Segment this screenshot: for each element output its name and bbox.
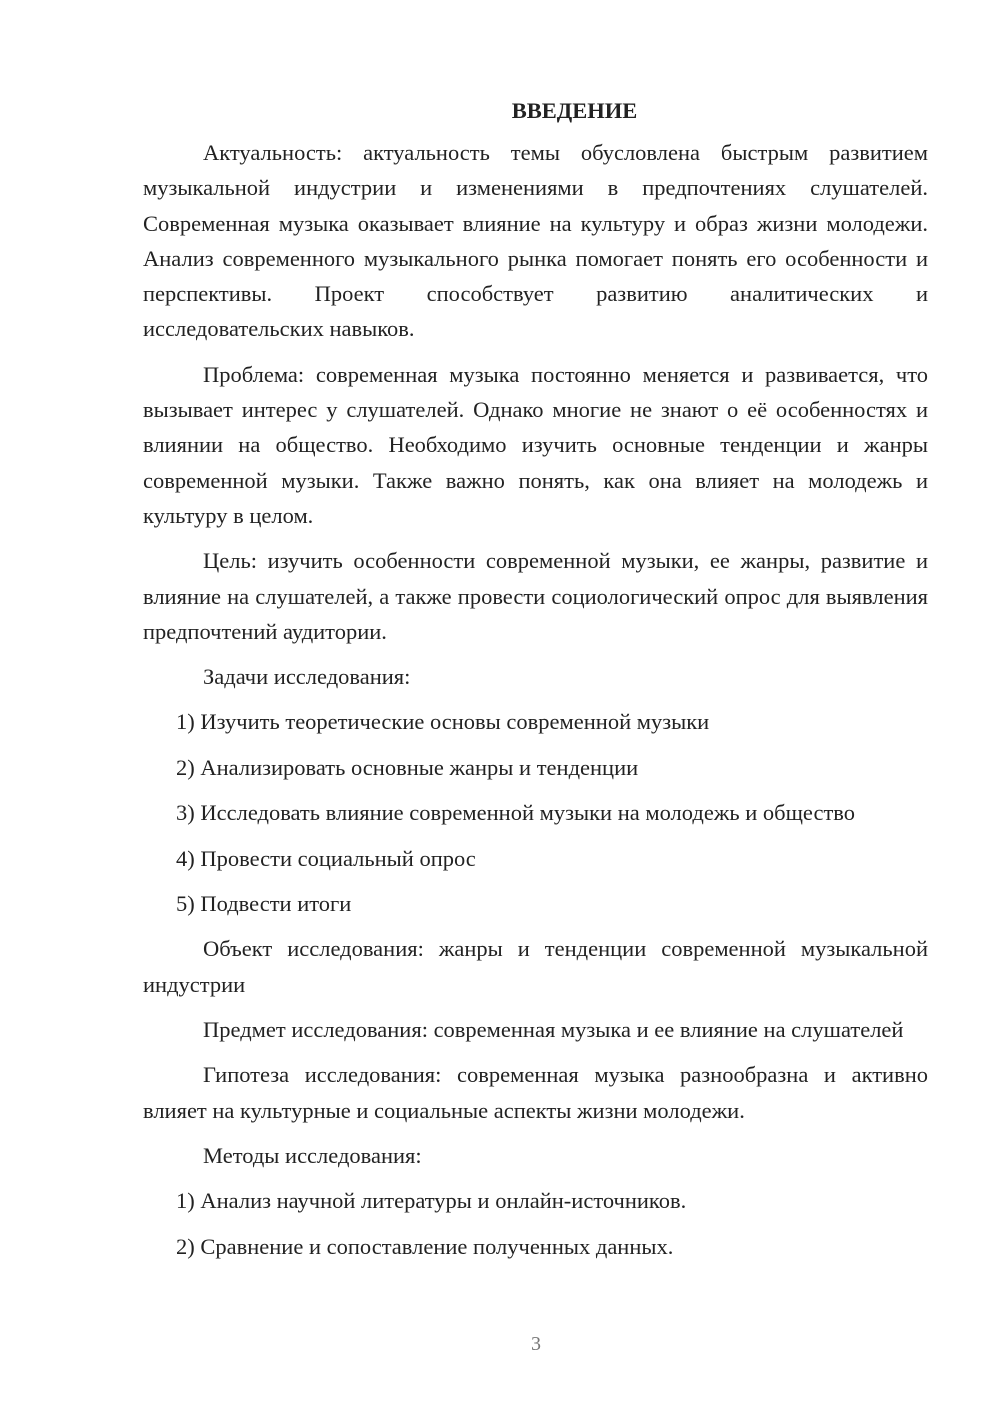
list-item: 4) Провести социальный опрос: [176, 845, 476, 871]
list-item: 3) Исследовать влияние современной музыки на молодежь и общество: [176, 800, 856, 826]
problem-paragraph: Проблема: современная музыка постоянно меняется и развивается, что вызывает интерес у слушателей. Однако многие не знают о её особенностях и влиянии на общество. Необходимо изучить основные тенденции и жанры современной музыки. Также важно понять, как она влияет на молодежь и культуру в целом.: [143, 361, 928, 528]
tasks-heading: Задачи исследования:: [203, 664, 411, 690]
goal-paragraph: Цель: изучить особенности современной музыки, ее жанры, развитие и влияние на слушателей, а также провести социологический опрос для выявления предпочтений аудитории.: [143, 548, 928, 644]
methods-heading: Методы исследования:: [203, 1142, 422, 1168]
list-item: 1) Анализ научной литературы и онлайн-источников.: [176, 1188, 687, 1214]
methods-list: [143, 1183, 928, 1274]
page-number: 3: [531, 1333, 541, 1355]
list-item: 1) Изучить теоретические основы современной музыки: [176, 709, 710, 735]
subject-paragraph: Предмет исследования: современная музыка и ее влияние на слушателей: [203, 1017, 904, 1042]
page-title: ВВЕДЕНИЕ: [511, 98, 638, 123]
page-content: [143, 96, 928, 1274]
list-item: 5) Подвести итоги: [176, 891, 352, 917]
object-paragraph: Объект исследования: жанры и тенденции современной музыкальной индустрии: [143, 936, 928, 997]
relevance-paragraph: Актуальность: актуальность темы обусловлена быстрым развитием музыкальной индустрии и изменениями в предпочтениях слушателей. Современная музыка оказывает влияние на культуру и образ жизни молодежи. Анализ современного музыкального рынка помогает понять его особенности и перспективы. Проект способствует развитию аналитических и исследовательских навыков.: [143, 140, 928, 342]
list-item: 2) Анализировать основные жанры и тенденции: [176, 754, 639, 780]
list-item: 2) Сравнение и сопоставление полученных данных.: [176, 1233, 674, 1259]
tasks-list: [143, 704, 928, 931]
hypothesis-paragraph: Гипотеза исследования: современная музыка разнообразна и активно влияет на культурные и социальные аспекты жизни молодежи.: [143, 1062, 928, 1123]
